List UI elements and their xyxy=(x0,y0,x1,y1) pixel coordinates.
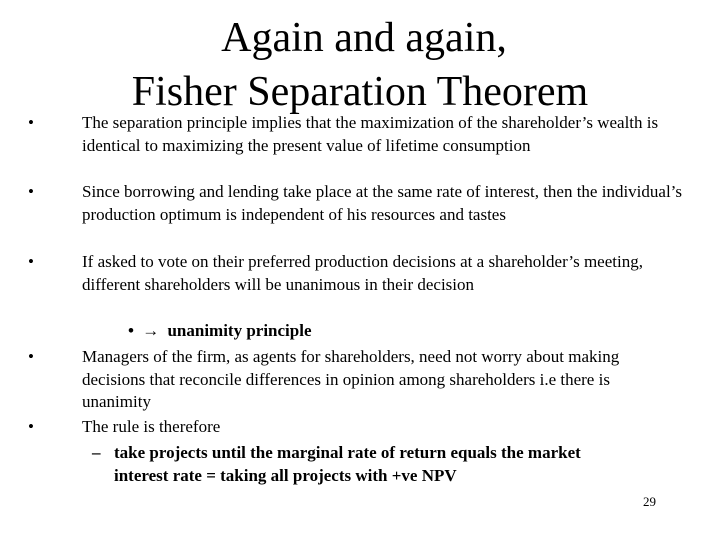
bullet-text-borrowing-lending: Since borrowing and lending take place at the same rate of interest, then the individual’s production optimum is independent of his resources and tastes xyxy=(82,182,683,224)
bullet-marker: • xyxy=(28,417,34,436)
bullet-text-managers: Managers of the firm, as agents for shareholders, need not worry about making decisions that reconcile differences in opinion among shareholders i.e there is unanimity xyxy=(82,347,620,411)
bullet-text-separation-principle: The separation principle implies that the maximization of the shareholder’s wealth is identical to maximizing the present value of lifetime consumption xyxy=(82,113,659,155)
sub-item-text: unanimity principle xyxy=(167,321,312,340)
sub-bullet-marker: • xyxy=(128,321,134,340)
slide-title-line-1: Again and again, xyxy=(221,15,507,61)
dash-text-take-projects: take projects until the marginal rate of return equals the market interest rate = taking all projects with +ve NPV xyxy=(114,443,581,485)
bullet-marker: • xyxy=(28,252,34,271)
slide-title-line-2: Fisher Separation Theorem xyxy=(131,69,589,115)
dash-marker: – xyxy=(92,443,101,462)
bullet-marker: • xyxy=(28,182,34,201)
bullet-text-rule: The rule is therefore xyxy=(82,417,221,436)
bullet-text-vote: If asked to vote on their preferred production decisions at a shareholder’s meeting, different shareholders will be unanimous in their decision xyxy=(82,252,643,294)
bullet-marker: • xyxy=(28,113,34,132)
arrow-right-icon: → xyxy=(142,321,160,340)
bullet-marker: • xyxy=(28,347,34,366)
sub-item-unanimity xyxy=(128,320,312,342)
page-number: 29 xyxy=(643,494,656,509)
